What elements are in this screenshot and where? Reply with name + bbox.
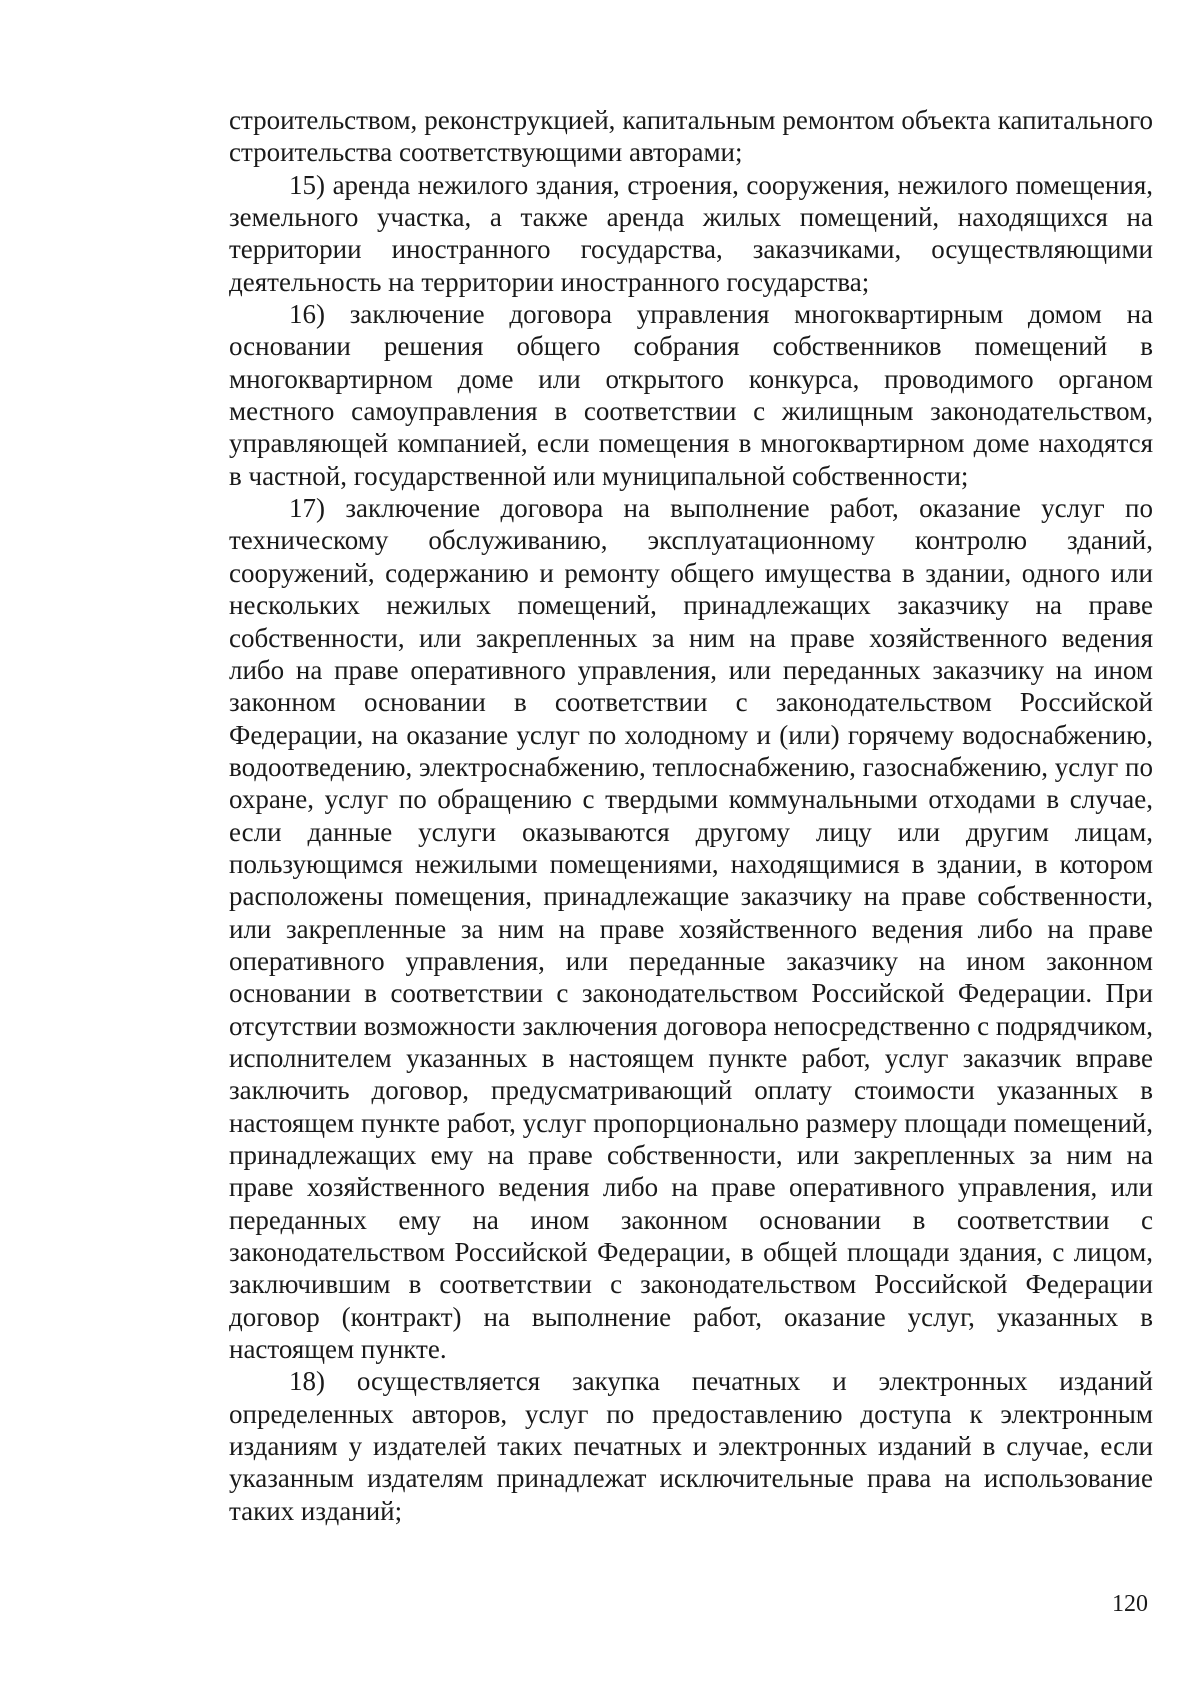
page-number: 120 [1112, 1591, 1148, 1617]
document-body [229, 104, 1153, 1527]
paragraph-item-18: 18) осуществляется закупка печатных и электронных изданий определенных авторов, услуг по предоставлению доступа к электронным изданиям у издателей таких печатных и электронных изданий в случае, если указанным издателям принадлежат исключительные права на использование таких изданий; [229, 1366, 1153, 1526]
paragraph-continuation: строительством, реконструкцией, капитальным ремонтом объекта капитального строительства соответствующими авторами; [229, 105, 1153, 168]
paragraph-item-15: 15) аренда нежилого здания, строения, сооружения, нежилого помещения, земельного участка, а также аренда жилых помещений, находящихся на территории иностранного государства, заказчиками, осуществляющими деятельность на территории иностранного государства; [229, 169, 1153, 297]
paragraph-item-16: 16) заключение договора управления многоквартирным домом на основании решения общего собрания собственников помещений в многоквартирном доме или открытого конкурса, проводимого органом местного самоуправления в соответствии с жилищным законодательством, управляющей компанией, если помещения в многоквартирном доме находятся в частной, государственной или муниципальной собственности; [229, 299, 1153, 491]
paragraph-item-17: 17) заключение договора на выполнение работ, оказание услуг по техническому обслуживанию, эксплуатационному контролю зданий, сооружений, содержанию и ремонту общего имущества в здании, одного или нескольких нежилых помещений, принадлежащих заказчику на праве собственности, или закрепленных за ним на праве хозяйственного ведения либо на праве оперативного управления, или переданных заказчику на ином законном основании в соответствии с законодательством Российской Федерации, на оказание услуг по холодному и (или) горячему водоснабжению, водоотведению, электроснабжению, теплоснабжению, газоснабжению, услуг по охране, услуг по обращению с твердыми коммунальными отходами в случае, если данные услуги оказываются другому лицу или другим лицам, пользующимся нежилыми помещениями, находящимися в здании, в котором расположены помещения, принадлежащие заказчику на праве собственности, или закрепленные за ним на праве хозяйственного ведения либо на праве оперативного управления, или переданные заказчику на ином законном основании в соответствии с законодательством Российской Федерации. При отсутствии возможности заключения договора непосредственно с подрядчиком, исполнителем указанных в настоящем пункте работ, услуг заказчик вправе заключить договор, предусматривающий оплату стоимости указанных в настоящем пункте работ, услуг пропорционально размеру площади помещений, принадлежащих ему на праве собственности, или закрепленных за ним на праве хозяйственного ведения либо на праве оперативного управления, или переданных ему на ином законном основании в соответствии с законодательством Российской Федерации, в общей площади здания, с лицом, заключившим в соответствии с законодательством Российской Федерации договор (контракт) на выполнение работ, оказание услуг, указанных в настоящем пункте. [229, 493, 1153, 1365]
